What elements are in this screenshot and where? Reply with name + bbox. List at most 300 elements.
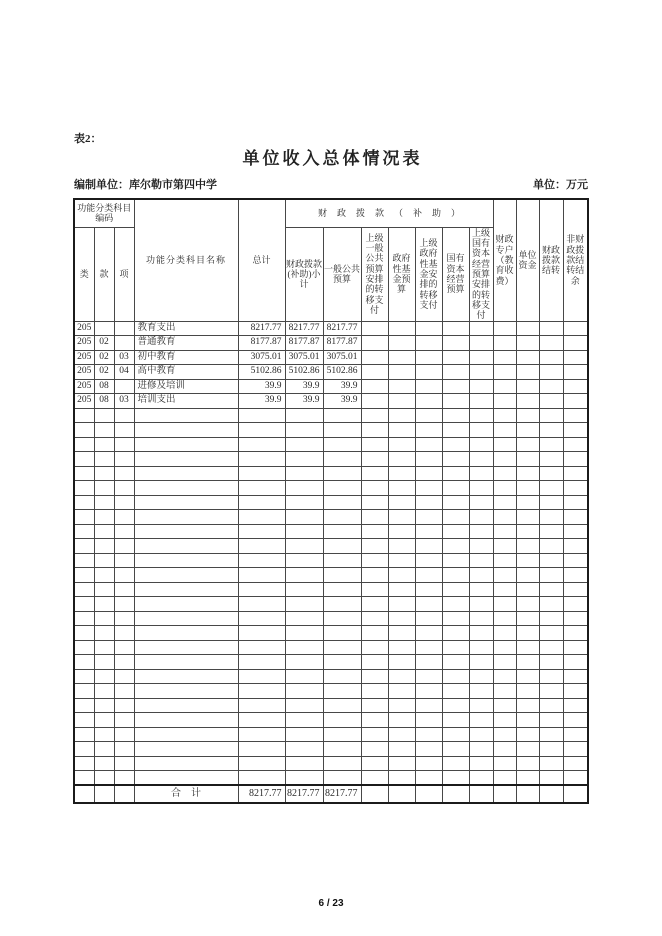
value-cell — [539, 640, 563, 655]
empty-row — [74, 669, 588, 684]
header-fiscal-carryover: 财政拨款结转 — [539, 199, 563, 321]
code-cell — [74, 524, 94, 539]
value-cell — [493, 597, 516, 612]
value-cell — [516, 437, 539, 452]
subject-name-cell — [134, 437, 238, 452]
value-cell: 39.9 — [238, 379, 285, 394]
code-cell — [114, 611, 134, 626]
value-cell — [388, 640, 415, 655]
code-cell — [94, 655, 114, 670]
value-cell — [361, 669, 388, 684]
value-cell — [388, 684, 415, 699]
code-cell — [114, 582, 134, 597]
code-cell — [94, 568, 114, 583]
value-cell — [493, 495, 516, 510]
value-cell — [442, 336, 469, 351]
value-cell — [493, 379, 516, 394]
subject-name-cell — [134, 626, 238, 641]
value-cell — [238, 553, 285, 568]
value-cell — [285, 742, 323, 757]
empty-row — [74, 655, 588, 670]
code-cell — [74, 423, 94, 438]
code-cell — [74, 597, 94, 612]
value-cell — [442, 771, 469, 786]
value-cell — [516, 684, 539, 699]
empty-row — [74, 437, 588, 452]
header-state-capital-budget: 国有资本经营预算 — [442, 227, 469, 321]
value-cell — [442, 669, 469, 684]
code-cell — [74, 626, 94, 641]
value-cell — [442, 510, 469, 525]
code-cell — [114, 553, 134, 568]
code-cell — [114, 336, 134, 351]
code-cell — [94, 466, 114, 481]
value-cell — [469, 510, 493, 525]
value-cell: 39.9 — [285, 394, 323, 409]
value-cell — [285, 568, 323, 583]
value-cell — [563, 481, 588, 496]
value-cell — [323, 452, 361, 467]
value-cell — [388, 568, 415, 583]
value-cell — [323, 553, 361, 568]
value-cell — [539, 394, 563, 409]
empty-row — [74, 568, 588, 583]
value-cell — [361, 466, 388, 481]
value-cell: 39.9 — [285, 379, 323, 394]
value-cell — [388, 466, 415, 481]
code-cell — [94, 626, 114, 641]
value-cell — [285, 481, 323, 496]
value-cell — [539, 466, 563, 481]
value-cell — [323, 611, 361, 626]
value-cell — [388, 452, 415, 467]
value-cell — [361, 785, 388, 803]
code-cell — [74, 466, 94, 481]
value-cell — [539, 626, 563, 641]
code-cell — [94, 495, 114, 510]
subject-name-cell: 初中教育 — [134, 350, 238, 365]
code-cell — [94, 727, 114, 742]
meta-row — [74, 176, 588, 192]
value-cell — [415, 568, 442, 583]
value-cell — [238, 452, 285, 467]
value-cell — [516, 655, 539, 670]
value-cell — [539, 321, 563, 336]
value-cell — [563, 713, 588, 728]
code-cell — [94, 481, 114, 496]
code-cell — [74, 611, 94, 626]
value-cell: 3075.01 — [285, 350, 323, 365]
value-cell — [493, 321, 516, 336]
value-cell — [493, 626, 516, 641]
value-cell — [493, 437, 516, 452]
header-gov-fund-budget: 政府性基金预算 — [388, 227, 415, 321]
value-cell — [238, 524, 285, 539]
value-cell — [415, 423, 442, 438]
value-cell — [388, 481, 415, 496]
value-cell — [539, 553, 563, 568]
value-cell — [388, 655, 415, 670]
value-cell — [415, 539, 442, 554]
header-gov-fund-transfer: 上级政府性基金安排的转移支付 — [415, 227, 442, 321]
value-cell — [415, 365, 442, 380]
value-cell — [388, 365, 415, 380]
code-cell — [74, 568, 94, 583]
subject-name-cell — [134, 597, 238, 612]
value-cell — [361, 698, 388, 713]
code-cell — [74, 408, 94, 423]
value-cell — [285, 524, 323, 539]
empty-row — [74, 771, 588, 786]
value-cell — [361, 727, 388, 742]
table-label: 表2： — [74, 133, 102, 145]
code-cell — [74, 452, 94, 467]
value-cell — [238, 669, 285, 684]
value-cell — [442, 611, 469, 626]
code-cell: 08 — [94, 394, 114, 409]
value-cell — [563, 785, 588, 803]
value-cell — [388, 582, 415, 597]
value-cell — [415, 713, 442, 728]
value-cell — [323, 713, 361, 728]
value-cell — [442, 684, 469, 699]
empty-row — [74, 408, 588, 423]
code-cell — [94, 553, 114, 568]
value-cell — [516, 466, 539, 481]
empty-row — [74, 756, 588, 771]
subject-name-cell — [134, 698, 238, 713]
value-cell — [415, 756, 442, 771]
value-cell — [361, 713, 388, 728]
value-cell — [285, 553, 323, 568]
subject-name-cell — [134, 611, 238, 626]
code-cell — [94, 669, 114, 684]
value-cell — [442, 698, 469, 713]
value-cell — [415, 321, 442, 336]
value-cell: 8217.77 — [238, 321, 285, 336]
code-cell — [74, 785, 94, 803]
code-cell — [74, 698, 94, 713]
value-cell — [442, 466, 469, 481]
value-cell — [361, 684, 388, 699]
value-cell — [415, 336, 442, 351]
code-cell — [114, 756, 134, 771]
code-cell — [114, 684, 134, 699]
code-cell — [94, 698, 114, 713]
code-cell — [114, 597, 134, 612]
code-cell — [94, 713, 114, 728]
value-cell — [516, 771, 539, 786]
value-cell — [361, 495, 388, 510]
value-cell — [469, 423, 493, 438]
value-cell — [415, 481, 442, 496]
subject-name-cell — [134, 495, 238, 510]
value-cell — [516, 727, 539, 742]
value-cell — [415, 640, 442, 655]
code-cell — [114, 626, 134, 641]
header-item: 项 — [114, 227, 134, 321]
empty-row — [74, 684, 588, 699]
value-cell — [539, 365, 563, 380]
value-cell — [469, 611, 493, 626]
code-cell — [114, 640, 134, 655]
value-cell — [493, 336, 516, 351]
code-cell — [94, 611, 114, 626]
value-cell — [493, 582, 516, 597]
code-cell — [94, 423, 114, 438]
value-cell — [516, 611, 539, 626]
value-cell — [563, 582, 588, 597]
value-cell — [539, 597, 563, 612]
header-code-group: 功能分类科目编码 — [74, 199, 134, 227]
value-cell — [563, 597, 588, 612]
value-cell — [361, 394, 388, 409]
header-state-capital-transfer: 上级国有资本经营预算安排的转移支付 — [469, 227, 493, 321]
value-cell — [361, 582, 388, 597]
value-cell — [361, 539, 388, 554]
empty-row — [74, 495, 588, 510]
code-cell — [94, 756, 114, 771]
subject-name-cell: 培训支出 — [134, 394, 238, 409]
value-cell — [285, 771, 323, 786]
value-cell — [539, 423, 563, 438]
value-cell: 5102.86 — [285, 365, 323, 380]
code-cell: 03 — [114, 394, 134, 409]
code-cell — [114, 771, 134, 786]
value-cell — [516, 510, 539, 525]
code-cell — [94, 742, 114, 757]
value-cell — [285, 597, 323, 612]
value-cell — [442, 394, 469, 409]
value-cell: 3075.01 — [238, 350, 285, 365]
value-cell — [238, 466, 285, 481]
code-cell: 02 — [94, 336, 114, 351]
table-row — [74, 379, 588, 394]
code-cell — [114, 437, 134, 452]
value-cell — [563, 684, 588, 699]
value-cell — [442, 640, 469, 655]
value-cell — [563, 611, 588, 626]
value-cell — [563, 350, 588, 365]
value-cell — [323, 408, 361, 423]
value-cell — [539, 539, 563, 554]
value-cell — [442, 553, 469, 568]
value-cell — [323, 423, 361, 438]
value-cell — [516, 379, 539, 394]
total-label-cell: 合 计 — [134, 785, 238, 803]
header-section: 款 — [94, 227, 114, 321]
subject-name-cell — [134, 640, 238, 655]
subject-name-cell: 高中教育 — [134, 365, 238, 380]
value-cell — [469, 669, 493, 684]
code-cell — [74, 437, 94, 452]
value-cell — [563, 727, 588, 742]
code-cell — [114, 539, 134, 554]
value-cell: 8217.77 — [285, 785, 323, 803]
code-cell — [94, 510, 114, 525]
value-cell — [361, 640, 388, 655]
value-cell — [285, 640, 323, 655]
value-cell — [539, 524, 563, 539]
value-cell — [493, 510, 516, 525]
value-cell — [493, 452, 516, 467]
value-cell — [442, 742, 469, 757]
subject-name-cell — [134, 568, 238, 583]
value-cell — [323, 742, 361, 757]
value-cell — [442, 655, 469, 670]
value-cell — [415, 698, 442, 713]
value-cell — [323, 481, 361, 496]
value-cell: 8217.77 — [285, 321, 323, 336]
value-cell — [493, 350, 516, 365]
code-cell — [114, 713, 134, 728]
value-cell — [238, 408, 285, 423]
value-cell — [415, 626, 442, 641]
subject-name-cell — [134, 423, 238, 438]
value-cell — [323, 466, 361, 481]
value-cell — [388, 539, 415, 554]
value-cell — [415, 771, 442, 786]
code-cell: 205 — [74, 379, 94, 394]
value-cell: 39.9 — [323, 379, 361, 394]
code-cell — [74, 771, 94, 786]
code-cell — [114, 481, 134, 496]
value-cell — [469, 350, 493, 365]
empty-row — [74, 539, 588, 554]
code-cell — [74, 742, 94, 757]
value-cell — [285, 466, 323, 481]
value-cell — [361, 481, 388, 496]
value-cell — [563, 466, 588, 481]
value-cell — [493, 655, 516, 670]
code-cell — [114, 510, 134, 525]
code-cell — [74, 713, 94, 728]
value-cell — [469, 481, 493, 496]
subject-name-cell — [134, 466, 238, 481]
subject-name-cell — [134, 771, 238, 786]
value-cell — [361, 756, 388, 771]
value-cell — [442, 597, 469, 612]
code-cell — [114, 698, 134, 713]
empty-row — [74, 466, 588, 481]
code-cell — [114, 568, 134, 583]
code-cell — [74, 640, 94, 655]
value-cell — [563, 669, 588, 684]
value-cell — [323, 640, 361, 655]
value-cell — [238, 684, 285, 699]
subject-name-cell — [134, 669, 238, 684]
value-cell — [415, 437, 442, 452]
header-class: 类 — [74, 227, 94, 321]
value-cell — [388, 350, 415, 365]
value-cell — [516, 742, 539, 757]
header-subject-name: 功能分类科目名称 — [134, 199, 238, 321]
value-cell — [442, 495, 469, 510]
value-cell — [493, 539, 516, 554]
value-cell — [469, 626, 493, 641]
code-cell — [94, 785, 114, 803]
table-row — [74, 365, 588, 380]
value-cell — [415, 582, 442, 597]
code-cell — [114, 524, 134, 539]
value-cell — [469, 597, 493, 612]
value-cell — [238, 568, 285, 583]
value-cell — [238, 495, 285, 510]
code-cell — [94, 684, 114, 699]
value-cell — [563, 568, 588, 583]
empty-row — [74, 510, 588, 525]
unit-label: 单位：万元 — [533, 179, 588, 191]
value-cell — [388, 408, 415, 423]
value-cell — [388, 510, 415, 525]
value-cell — [469, 756, 493, 771]
value-cell — [361, 437, 388, 452]
value-cell — [493, 611, 516, 626]
value-cell — [516, 321, 539, 336]
value-cell — [415, 350, 442, 365]
value-cell — [285, 756, 323, 771]
value-cell — [516, 423, 539, 438]
value-cell — [442, 437, 469, 452]
value-cell — [442, 452, 469, 467]
value-cell — [563, 423, 588, 438]
code-cell — [94, 452, 114, 467]
value-cell — [539, 495, 563, 510]
value-cell — [415, 394, 442, 409]
value-cell — [442, 582, 469, 597]
code-cell — [114, 408, 134, 423]
value-cell — [361, 626, 388, 641]
value-cell — [563, 539, 588, 554]
value-cell — [238, 655, 285, 670]
value-cell — [415, 379, 442, 394]
value-cell — [442, 626, 469, 641]
value-cell — [563, 336, 588, 351]
value-cell — [493, 785, 516, 803]
code-cell: 03 — [114, 350, 134, 365]
code-cell — [114, 379, 134, 394]
value-cell — [539, 408, 563, 423]
value-cell — [388, 597, 415, 612]
code-cell — [114, 423, 134, 438]
value-cell — [563, 771, 588, 786]
value-cell — [563, 379, 588, 394]
code-cell — [114, 466, 134, 481]
value-cell — [516, 698, 539, 713]
page-title: 单位收入总体情况表 — [242, 149, 423, 168]
subject-name-cell — [134, 713, 238, 728]
code-cell — [74, 582, 94, 597]
value-cell — [388, 785, 415, 803]
value-cell — [415, 684, 442, 699]
value-cell — [539, 481, 563, 496]
empty-row — [74, 713, 588, 728]
value-cell — [285, 713, 323, 728]
value-cell — [285, 684, 323, 699]
value-cell — [516, 756, 539, 771]
value-cell — [493, 568, 516, 583]
code-cell: 205 — [74, 350, 94, 365]
code-cell — [114, 452, 134, 467]
value-cell — [238, 611, 285, 626]
header-unit-funds: 单位资金 — [516, 199, 539, 321]
code-cell — [114, 785, 134, 803]
value-cell — [388, 669, 415, 684]
value-cell — [238, 597, 285, 612]
value-cell — [285, 408, 323, 423]
value-cell — [415, 510, 442, 525]
value-cell: 8217.77 — [323, 321, 361, 336]
